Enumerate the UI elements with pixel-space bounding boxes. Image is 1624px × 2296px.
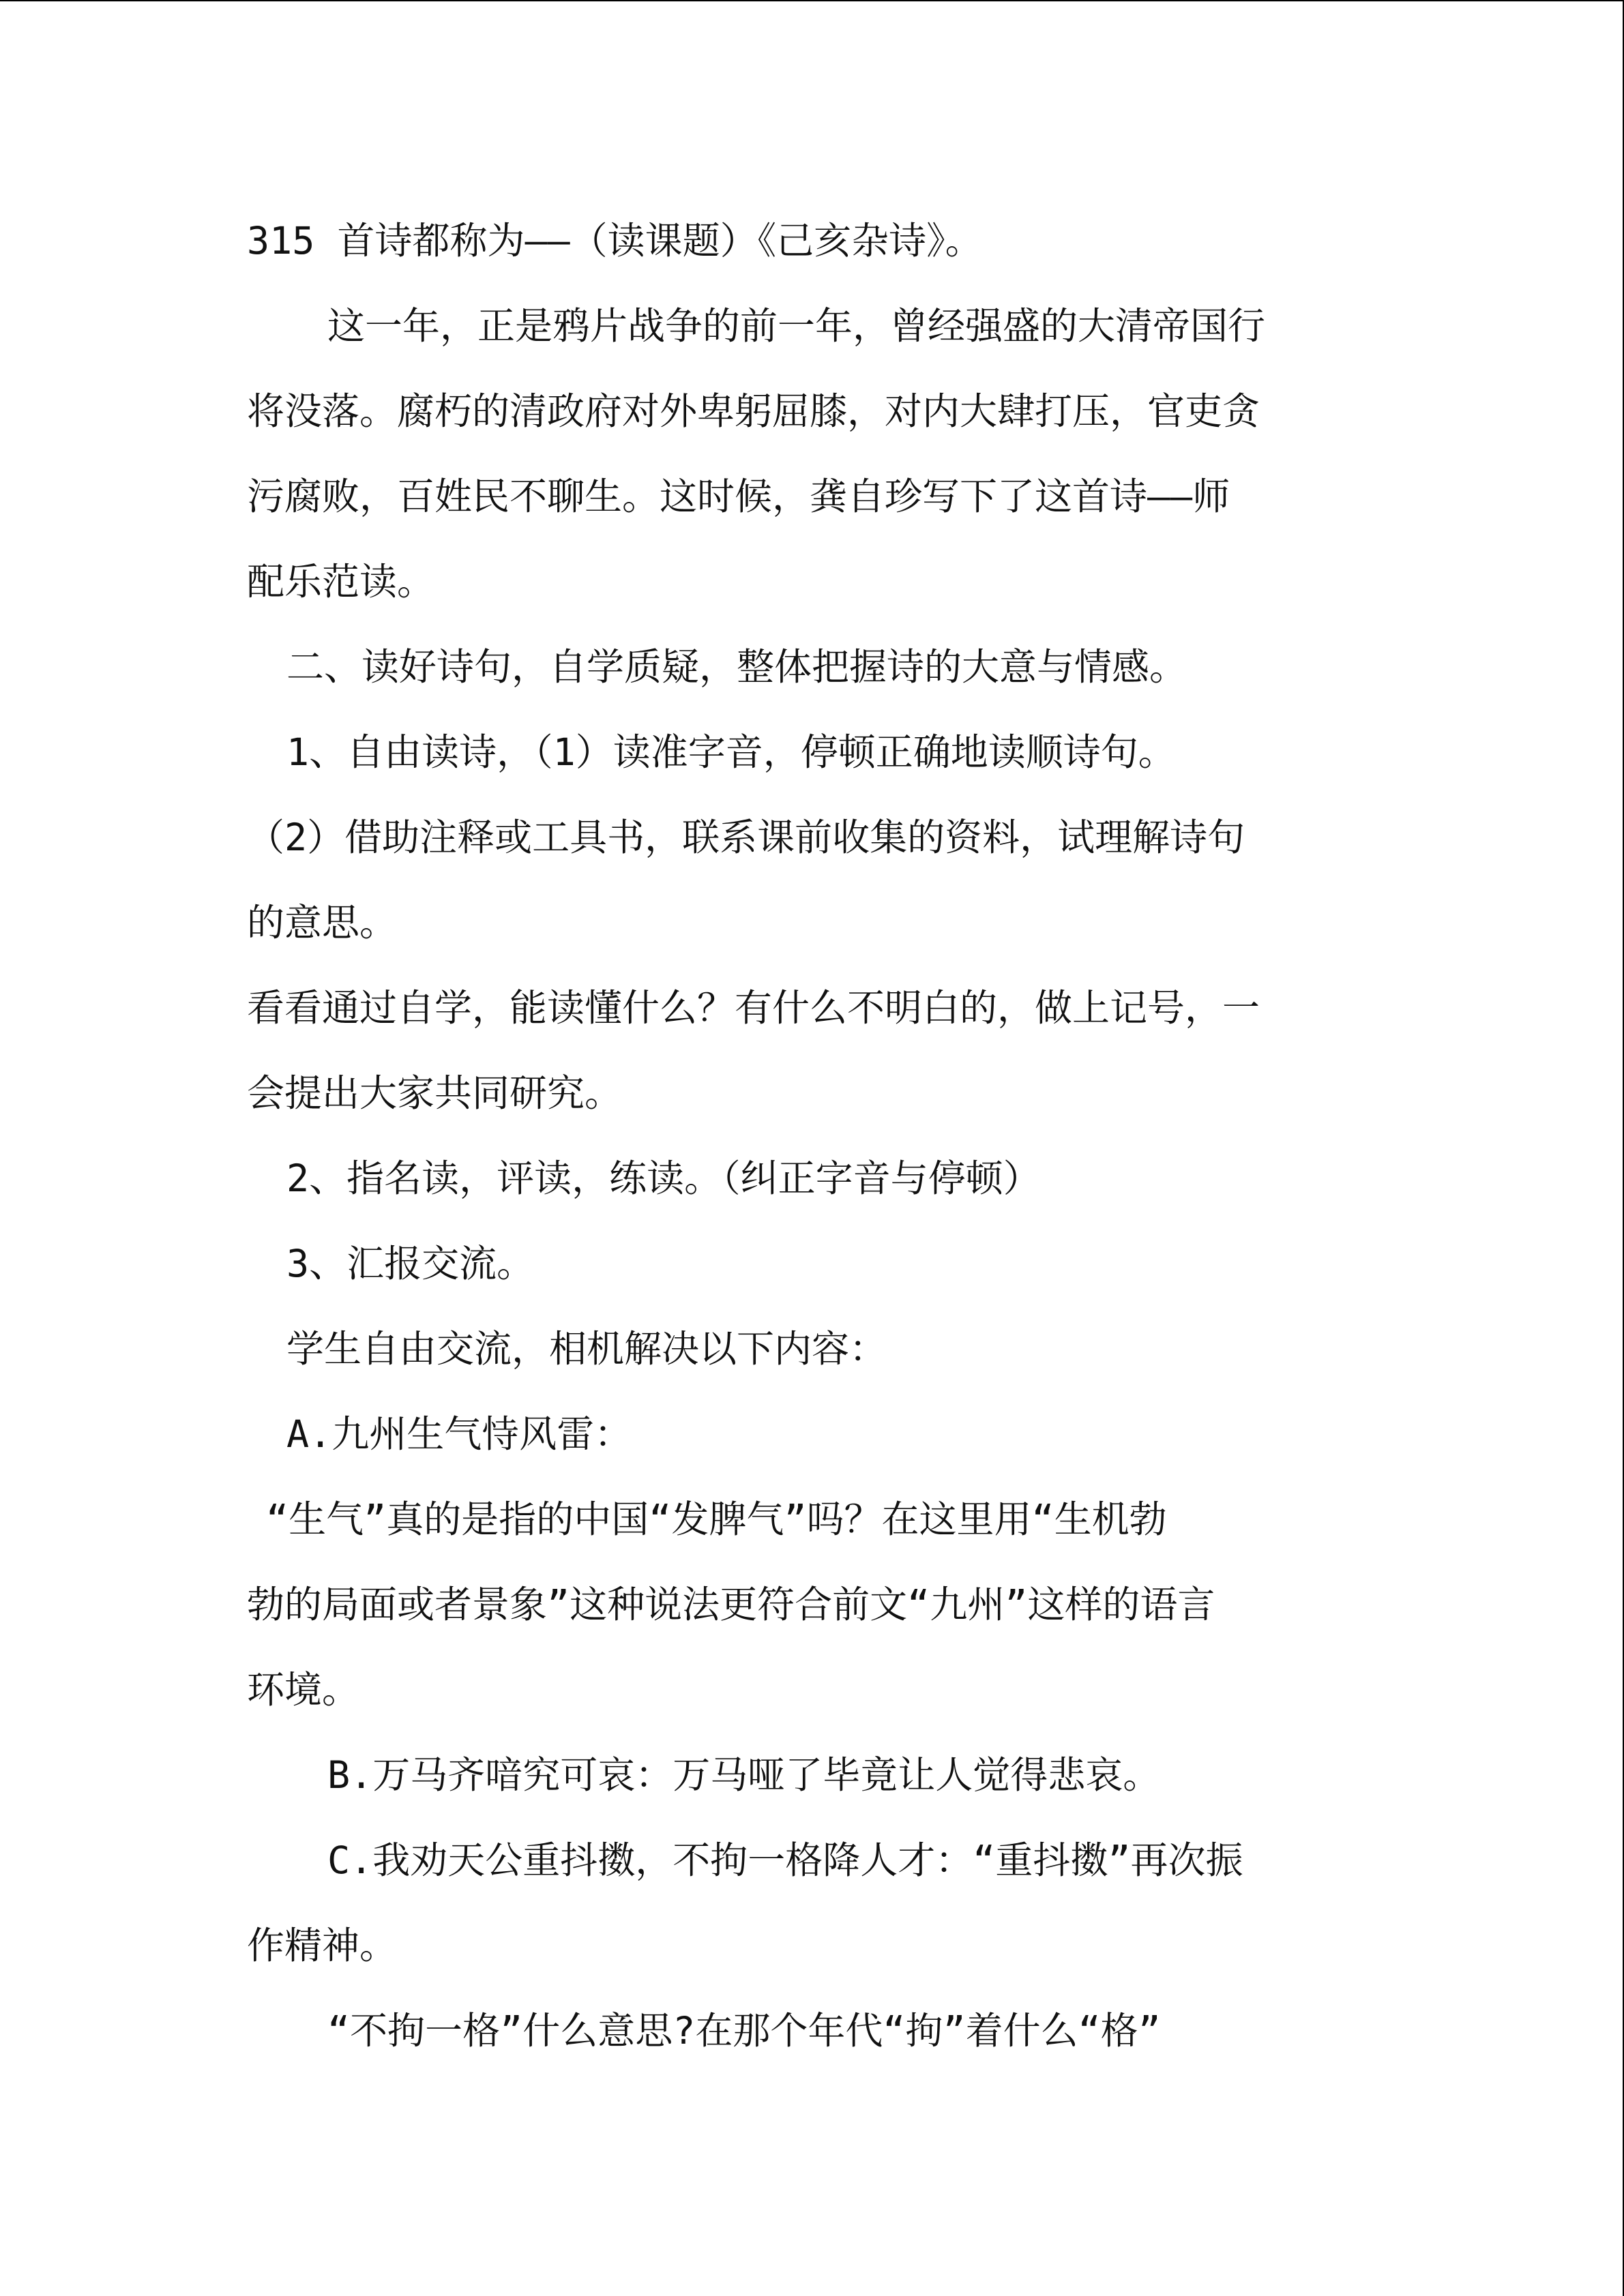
text-line: 学生自由交流，相机解决以下内容： xyxy=(286,1327,887,1371)
text-line: A.九州生气恃风雷： xyxy=(286,1412,632,1456)
text-line: 污腐败，百姓民不聊生。这时候，龚自珍写下了这首诗——师 xyxy=(247,475,1230,518)
text-line: 315 首诗都称为——（读课题）《己亥杂诗》。 xyxy=(247,219,983,263)
text-line: 将没落。腐朽的清政府对外卑躬屈膝，对内大肆打压，官吏贪 xyxy=(247,389,1260,433)
text-line: 作精神。 xyxy=(247,1924,398,1967)
text-line: 环境。 xyxy=(247,1668,360,1712)
text-line: 1、自由读诗，（1）读准字音，停顿正确地读顺诗句。 xyxy=(286,730,1176,774)
text-line: “生气”真的是指的中国“发脾气”吗？在这里用“生机勃 xyxy=(266,1497,1167,1541)
text-line: 3、汇报交流。 xyxy=(286,1242,535,1285)
text-line: “不拘一格”什么意思?在那个年代“拘”着什么“格” xyxy=(327,2009,1161,2053)
text-line: 这一年，正是鸦片战争的前一年，曾经强盛的大清帝国行 xyxy=(327,304,1266,348)
text-line: 看看通过自学，能读懂什么？有什么不明白的，做上记号，一 xyxy=(247,986,1260,1030)
text-line: 的意思。 xyxy=(247,901,398,944)
text-line: （2）借助注释或工具书，联系课前收集的资料，试理解诗句 xyxy=(247,816,1245,859)
text-line: 二、读好诗句，自学质疑，整体把握诗的大意与情感。 xyxy=(286,645,1187,689)
text-line: 会提出大家共同研究。 xyxy=(247,1071,623,1115)
text-line: 勃的局面或者景象”这种说法更符合前文“九州”这样的语言 xyxy=(247,1583,1215,1626)
text-line: C.我劝天公重抖擞，不拘一格降人才：“重抖擞”再次振 xyxy=(327,1838,1243,1882)
text-line: 配乐范读。 xyxy=(247,560,435,603)
text-line: 2、指名读，评读，练读。（纠正字音与停顿） xyxy=(286,1157,1041,1200)
text-line: B.万马齐喑究可哀：万马哑了毕竟让人觉得悲哀。 xyxy=(327,1753,1161,1797)
